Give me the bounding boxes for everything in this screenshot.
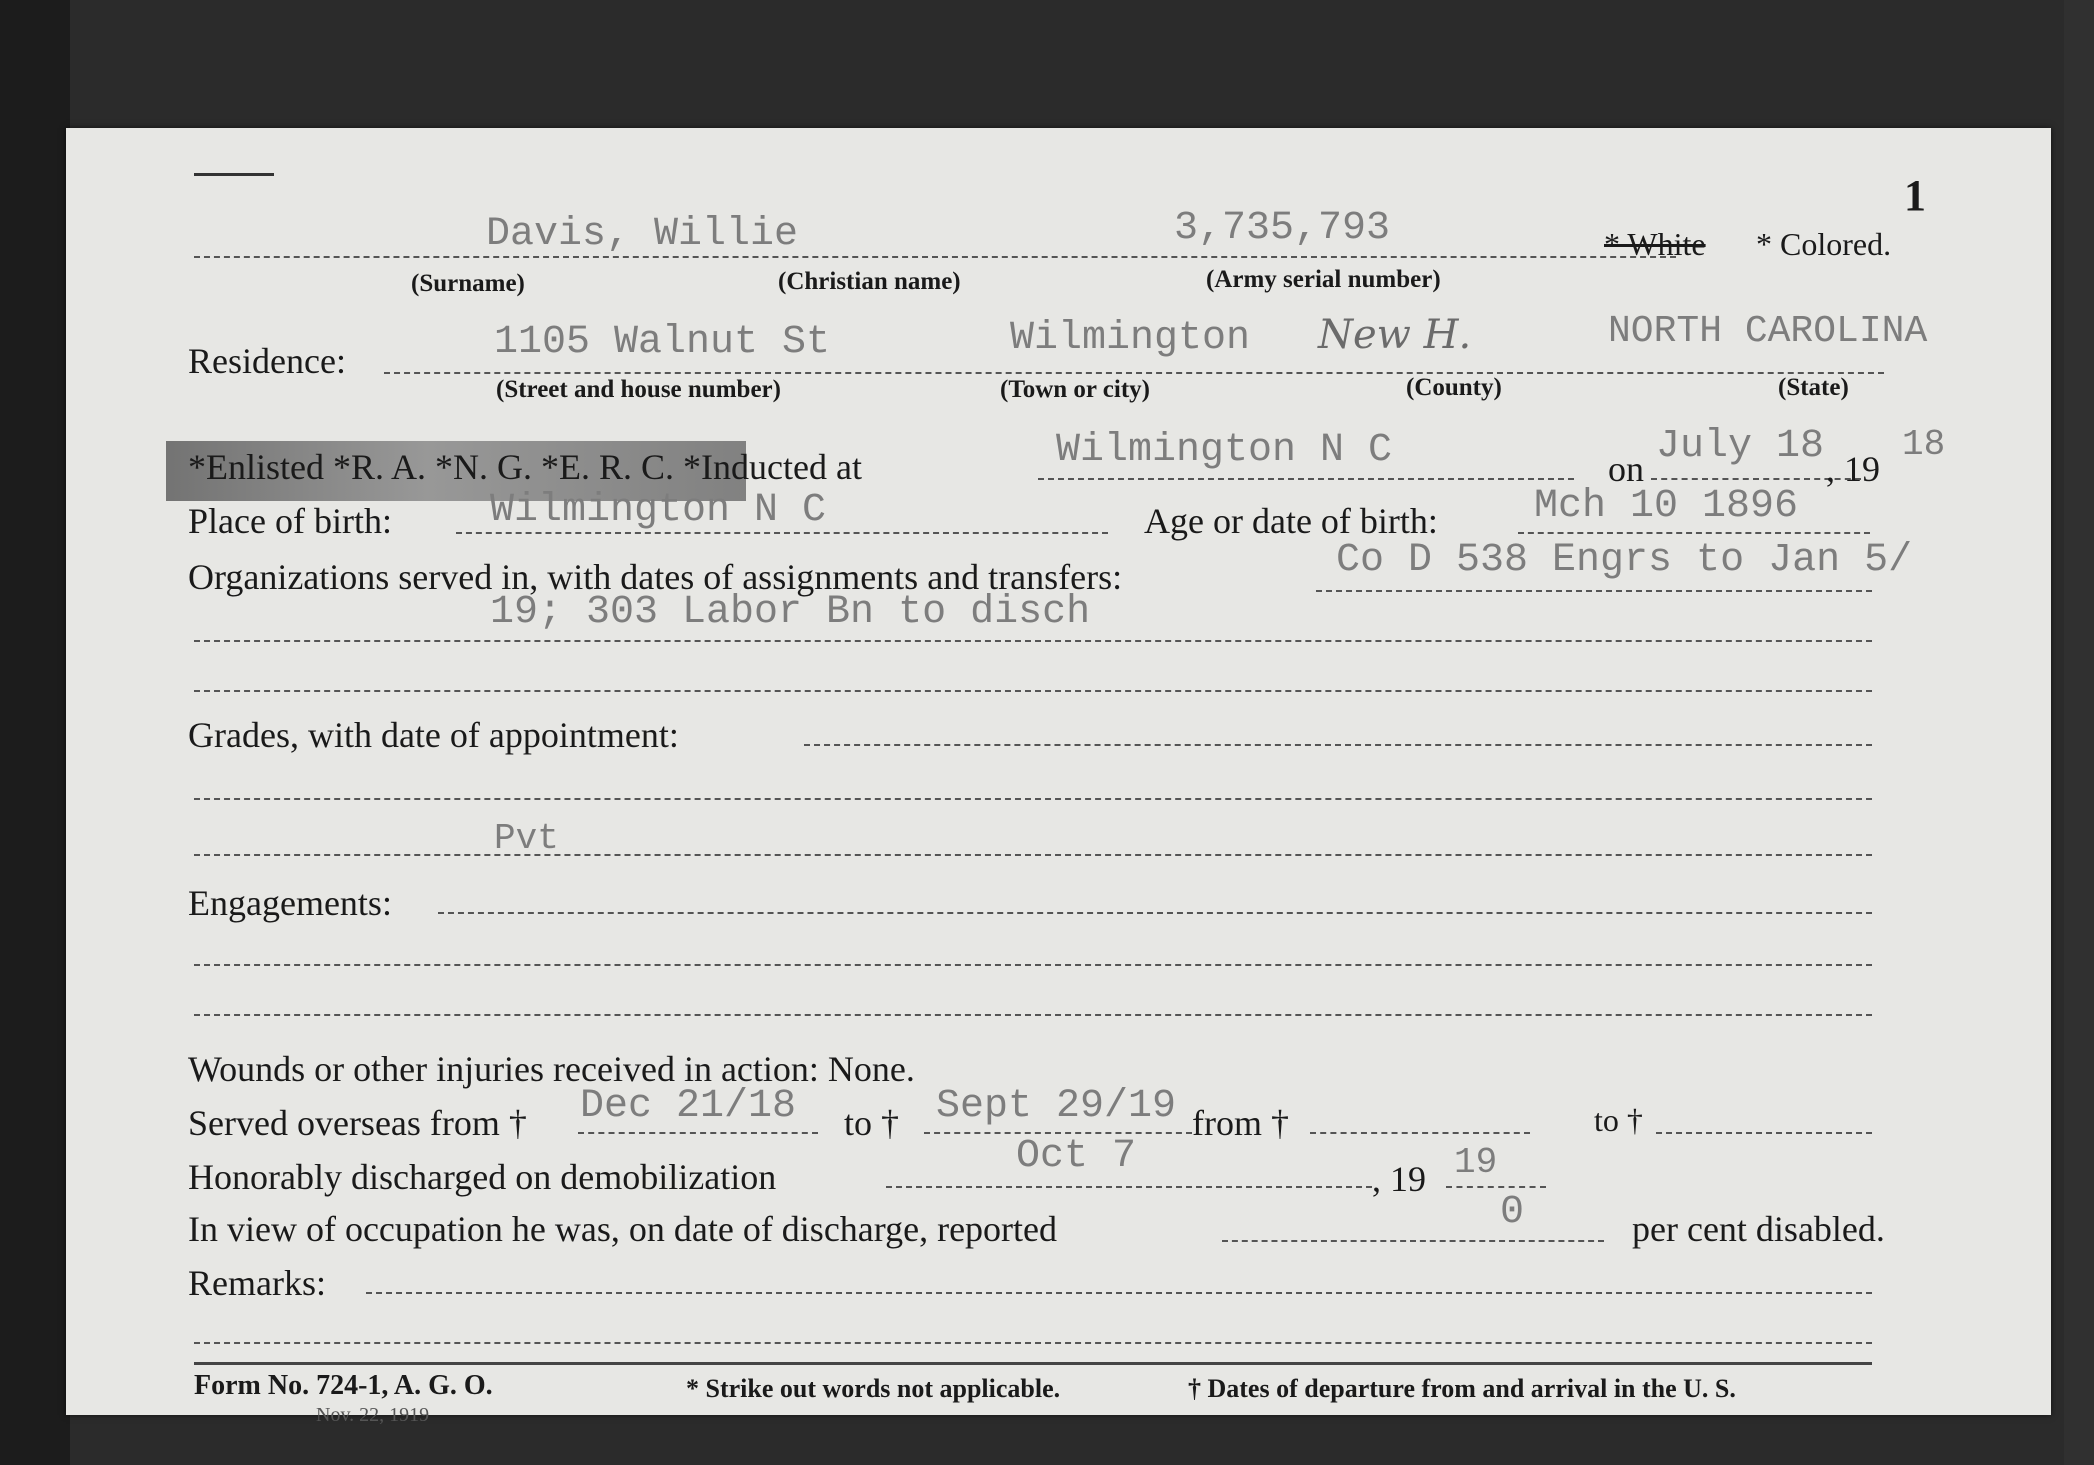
wounds-text: Wounds or other injuries received in action: None. — [188, 1049, 915, 1089]
remarks-line-1 — [366, 1292, 1872, 1294]
place-of-birth-label: Place of birth: — [188, 501, 392, 541]
surname-value: Davis, Willie — [486, 212, 799, 257]
overseas-from2-label: from † — [1192, 1103, 1289, 1143]
overseas-to-value: Sept 29/19 — [936, 1084, 1177, 1129]
strike-note: * Strike out words not applicable. — [686, 1374, 1061, 1403]
street-caption: (Street and house number) — [496, 376, 781, 403]
serial-value: 3,735,793 — [1174, 206, 1391, 251]
remarks-line-2 — [194, 1342, 1872, 1344]
grades-line-3 — [194, 854, 1872, 856]
organizations-line-1 — [1316, 590, 1872, 592]
surname-caption: (Surname) — [411, 270, 525, 297]
engagements-line-1 — [438, 912, 1872, 914]
organizations-line-2 — [194, 640, 1872, 642]
engagements-line-2 — [194, 964, 1872, 966]
discharge-year-value: 19 — [1454, 1142, 1498, 1183]
age-label: Age or date of birth: — [1144, 501, 1438, 541]
residence-label: Residence: — [188, 341, 346, 381]
street-value: 1105 Walnut St — [494, 320, 831, 365]
organizations-line-3 — [194, 690, 1872, 692]
state-caption: (State) — [1778, 374, 1849, 401]
engagements-label: Engagements: — [188, 883, 392, 923]
christian-name-caption: (Christian name) — [778, 268, 961, 295]
overseas-to2-label: to † — [1594, 1102, 1643, 1138]
dagger-note: † Dates of departure from and arrival in the U. S. — [1188, 1374, 1736, 1403]
card-number: 1 — [1904, 171, 1926, 220]
state-value: NORTH CAROLINA — [1608, 310, 1928, 353]
grades-line-2 — [194, 798, 1872, 800]
scan-border-right — [2064, 0, 2094, 1465]
race-colored: * Colored. — [1756, 226, 1892, 262]
town-value: Wilmington — [1010, 316, 1251, 361]
form-date: Nov. 22, 1919 — [316, 1404, 430, 1426]
grades-label: Grades, with date of appointment: — [188, 715, 679, 755]
county-value: New H. — [1318, 312, 1472, 358]
grades-value: Pvt — [494, 818, 559, 859]
overseas-to2-line — [1656, 1132, 1872, 1134]
organizations-value-1: Co D 538 Engrs to Jan 5/ — [1336, 538, 1913, 583]
inducted-place-value: Wilmington N C — [1056, 428, 1393, 473]
discharge-label: Honorably discharged on demobilization — [188, 1157, 777, 1197]
induction-year-value: 18 — [1902, 424, 1946, 465]
form-number: Form No. 724-1, A. G. O. — [194, 1370, 493, 1401]
engagements-line-3 — [194, 1014, 1872, 1016]
induction-label: *Enlisted *R. A. *N. G. *E. R. C. *Inducted at — [188, 447, 862, 487]
age-value: Mch 10 1896 — [1534, 484, 1799, 529]
discharge-date-value: Oct 7 — [1016, 1134, 1137, 1179]
county-caption: (County) — [1406, 374, 1502, 401]
age-line — [1518, 532, 1870, 534]
race-white-struck: * White — [1604, 226, 1706, 262]
top-left-rule — [194, 173, 274, 176]
organizations-value-2: 19; 303 Labor Bn to disch — [490, 590, 1091, 635]
town-caption: (Town or city) — [1000, 376, 1150, 403]
remarks-label: Remarks: — [188, 1263, 326, 1303]
grades-line-1 — [804, 744, 1872, 746]
header-line — [194, 256, 1676, 258]
discharge-year-line — [1446, 1186, 1546, 1188]
serial-caption: (Army serial number) — [1206, 266, 1441, 293]
disability-suffix: per cent disabled. — [1632, 1209, 1885, 1249]
footer-rule — [194, 1362, 1872, 1365]
discharge-year-prefix: , 19 — [1372, 1159, 1426, 1199]
scan-border-left — [0, 0, 70, 1465]
on-label: on — [1608, 449, 1644, 489]
residence-line — [384, 372, 1884, 374]
organizations-label: Organizations served in, with dates of assignments and transfers: — [188, 557, 1123, 597]
induction-date-value: July 18 — [1656, 424, 1825, 469]
discharge-date-line — [886, 1186, 1372, 1188]
inducted-at-line — [1038, 478, 1574, 480]
induction-year-prefix: , 19 — [1826, 449, 1880, 489]
disability-label: In view of occupation he was, on date of discharge, reported — [188, 1209, 1058, 1249]
place-of-birth-value: Wilmington N C — [490, 488, 827, 533]
overseas-from-line — [578, 1132, 818, 1134]
overseas-label: Served overseas from † — [188, 1103, 527, 1143]
disability-value: 0 — [1500, 1190, 1525, 1235]
overseas-from2-line — [1310, 1132, 1530, 1134]
disability-line — [1222, 1240, 1604, 1242]
overseas-from-value: Dec 21/18 — [580, 1084, 797, 1129]
overseas-to-label: to † — [844, 1103, 900, 1143]
service-record-card — [66, 128, 2051, 1426]
